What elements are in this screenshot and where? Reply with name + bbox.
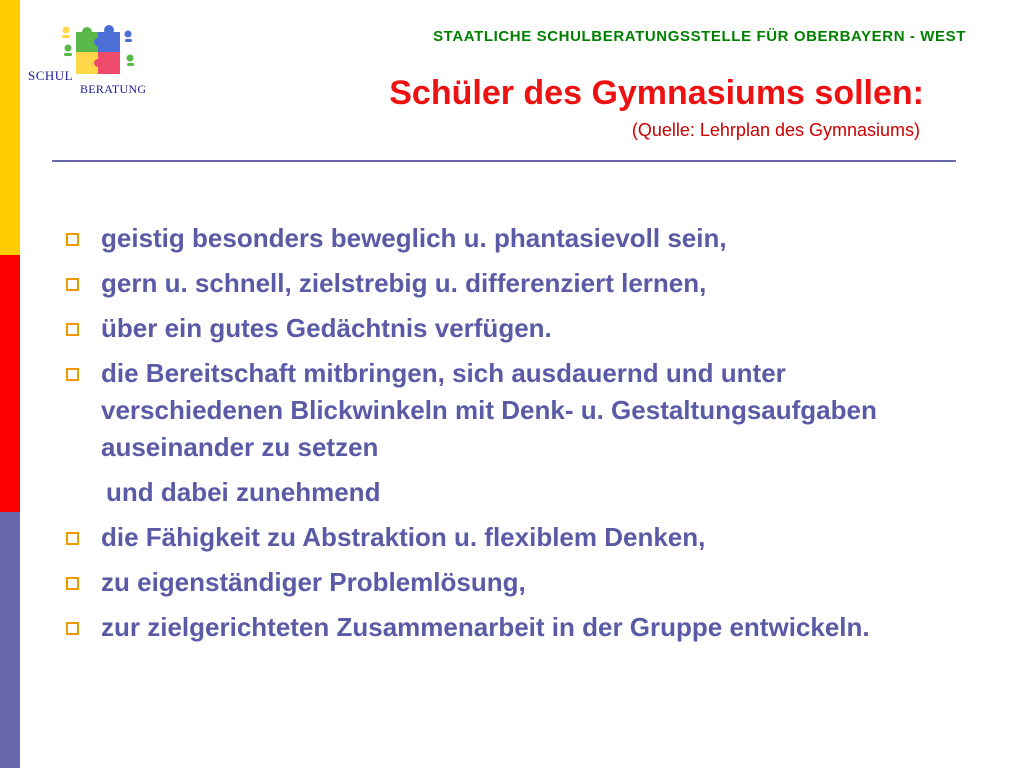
bullet-list: [66, 220, 966, 654]
square-bullet-icon: [66, 233, 79, 246]
square-bullet-icon: [66, 278, 79, 291]
bullet-text: zur zielgerichteten Zusammenarbeit in der Gruppe entwickeln.: [101, 612, 870, 642]
bullet-item: [66, 220, 966, 257]
sidebar-red-segment: [0, 255, 20, 512]
bullet-text: die Bereitschaft mitbringen, sich ausdauernd und unter verschiedenen Blickwinkeln mit Denk- u. Gestaltungsaufgaben auseinander zu setzen: [101, 358, 877, 462]
square-bullet-icon: [66, 622, 79, 635]
bullet-text: über ein gutes Gedächtnis verfügen.: [101, 313, 552, 343]
bullet-text: und dabei zunehmend: [106, 477, 381, 507]
bullet-text: zu eigenständiger Problemlösung,: [101, 567, 526, 597]
logo-text-schul: SCHUL: [28, 68, 74, 83]
slide-title: Schüler des Gymnasiums sollen:: [389, 74, 924, 112]
schulberatung-logo: [24, 18, 164, 102]
bullet-item: [66, 265, 966, 302]
square-bullet-icon: [66, 368, 79, 381]
bullet-text: geistig besonders beweglich u. phantasievoll sein,: [101, 223, 727, 253]
logo-text-beratung: BERATUNG: [80, 82, 147, 96]
bullet-text: gern u. schnell, zielstrebig u. differenziert lernen,: [101, 268, 707, 298]
square-bullet-icon: [66, 577, 79, 590]
title-divider: [52, 160, 956, 162]
square-bullet-icon: [66, 532, 79, 545]
bullet-text: die Fähigkeit zu Abstraktion u. flexiblem Denken,: [101, 522, 706, 552]
slide-subtitle: (Quelle: Lehrplan des Gymnasiums): [631, 120, 920, 140]
square-bullet-icon: [66, 323, 79, 336]
sidebar-purple-segment: [0, 512, 20, 768]
bullet-item: [66, 609, 966, 646]
bullet-item: [66, 310, 966, 347]
bullet-item: [66, 564, 966, 601]
bullet-item: [66, 355, 966, 466]
bullet-item: [66, 519, 966, 556]
sidebar-color-bar: [0, 0, 20, 768]
organization-name: STAATLICHE SCHULBERATUNGSSTELLE FÜR OBERBAYERN - WEST: [433, 28, 966, 45]
sidebar-yellow-segment: [0, 0, 20, 255]
bullet-continuation: [66, 474, 966, 511]
